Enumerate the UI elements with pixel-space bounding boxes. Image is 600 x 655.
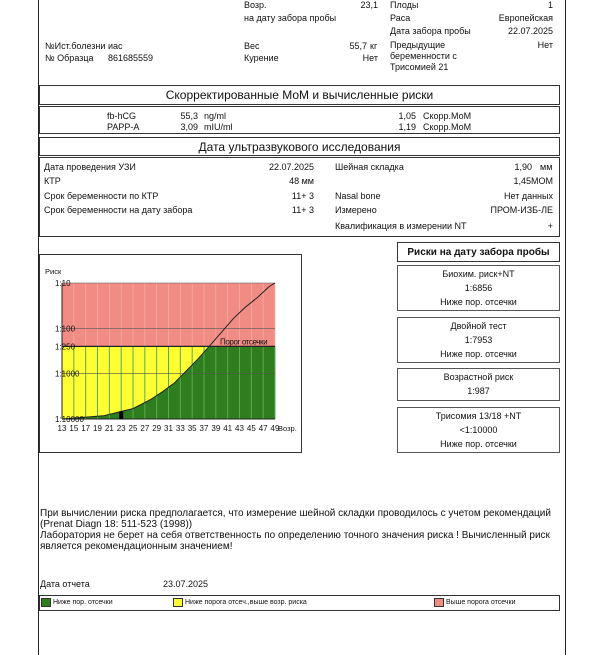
mom-row-value: 3,09 [180,122,198,132]
nasal-value: Нет данных [504,191,553,201]
x-tick-label: 19 [93,424,102,433]
x-tick-label: 41 [223,424,233,433]
race-label: Раса [390,13,411,23]
mom-row-mom-label: Скорр.МоМ [423,122,472,132]
risk-card-value: 1:7953 [464,335,493,345]
x-tick-label: 33 [175,424,185,433]
smoking-label: Курение [244,53,279,63]
y-tick-label: 1:10 [55,279,71,288]
mom-row-value: 55,3 [180,111,198,121]
qual-value: + [547,221,553,231]
nt-mom: 1,45МОМ [513,176,553,186]
age-sub-label: на дату забора пробы [244,13,337,23]
risk-card-note: Ниже пор. отсечки [440,297,517,307]
x-tick-label: 31 [164,424,173,433]
previous-value: Нет [537,40,553,50]
x-tick-label: 23 [116,424,126,433]
ga-sample-label: Срок беременности на дату забора [44,205,193,215]
risk-card-double [397,317,560,363]
x-tick-label: 47 [258,424,268,433]
ga-ktr-value: 11+ 3 [291,191,314,201]
history-value: иас [108,41,123,51]
x-tick-label: 13 [57,424,67,433]
report-date-label: Дата отчета [40,579,90,589]
x-tick-label: 37 [199,424,209,433]
cutoff-label: Порог отсечки [220,337,268,347]
risks-header-box [397,242,560,262]
mom-row-unit: ng/ml [204,111,227,121]
y-tick-label: 1:10000 [55,415,84,424]
us-date-label: Дата проведения УЗИ [44,162,136,172]
mom-row-mom: 1,19 [398,122,416,132]
mom-section-title: Скорректированные МоМ и вычисленные риски [39,85,560,105]
footer-line-3: Лаборатория не берет на себя ответственность по определению точного значения риска ! Вычисленный риск [40,530,550,541]
risk-card-title: Двойной тест [450,321,507,331]
risk-card-title: Биохим. риск+NT [442,269,515,279]
x-tick-label: 39 [211,424,221,433]
y-tick-label: 1:1000 [55,369,80,379]
risk-card-trisomy [397,407,560,453]
mom-row-unit: mIU/ml [204,122,233,132]
mom-row-mom-label: Скорр.МоМ [423,111,472,121]
y-tick-label: 1:250 [55,342,76,352]
x-tick-label: 27 [140,424,150,433]
weight-label: Вес [244,41,260,51]
legend-label: Выше порога отсечки [446,599,516,606]
us-date-value: 22.07.2025 [268,162,314,172]
weight-value: 55,7 [349,41,367,51]
sample-label: № Образца [45,53,94,63]
risk-chart [40,255,301,452]
previous-label-3: Трисомией 21 [390,62,449,72]
smoking-value: Нет [362,53,378,63]
risk-card-title: Возрастной риск [443,372,514,382]
measured-value: ПРОМ-ИЗБ-ЛЕ [490,205,553,215]
ga-sample-value: 11+ 3 [291,205,314,215]
fetus-value: 1 [547,0,553,10]
legend-label: Ниже порога отсеч.,выше возр. риска [185,599,307,606]
x-tick-label: 29 [152,424,162,433]
x-tick-label: 45 [246,424,256,433]
risk-card-title: Трисомия 13/18 +NT [435,411,522,421]
risk-chart-frame [39,254,302,453]
x-tick-label: 43 [235,424,244,433]
x-tick-label: 17 [81,424,91,433]
history-label: №Ист.болезни [45,41,106,51]
nt-unit: мм [540,162,553,172]
qual-label: Квалификация в измерении NT [335,221,467,231]
fetus-label: Плоды [390,0,419,10]
sample-date-label: Дата забора пробы [390,26,471,36]
right-border [565,0,566,655]
legend-swatch [41,598,51,607]
report-date-value: 23.07.2025 [163,579,209,589]
legend-swatch [173,598,183,607]
measured-label: Измерено [335,205,377,215]
risk-card-value: 1:987 [467,386,490,396]
age-value: 23,1 [360,0,378,10]
x-tick-label: 49 [270,424,280,433]
mom-row-name: fb-hCG [107,111,137,121]
risk-card-biochem [397,265,560,311]
previous-label-2: беременности с [390,51,457,61]
risk-card-note: Ниже пор. отсечки [440,439,517,449]
patient-risk-marker [119,412,123,419]
ga-ktr-label: Срок беременности по КТР [44,191,159,201]
x-tick-label: 21 [104,424,114,433]
x-tick-label: 15 [69,424,79,433]
x-tick-label: 25 [128,424,138,433]
ktr-value: 48 мм [289,176,314,186]
risk-card-age [397,368,560,401]
previous-label-1: Предыдущие [390,40,446,50]
legend-item-red [434,598,516,607]
legend-swatch [434,598,444,607]
y-axis-label: Риск [45,267,62,276]
risks-header: Риски на дату забора пробы [407,246,550,258]
age-label: Возр. [244,0,267,10]
mom-row-name: PAPP-A [107,122,140,132]
nt-label: Шейная складка [335,162,404,172]
nt-value: 1,90 [514,162,532,172]
legend [39,595,560,611]
sample-value: 861685559 [108,53,154,63]
mom-row-mom: 1,05 [398,111,416,121]
risk-card-note: Ниже пор. отсечки [440,349,517,359]
weight-unit: кг [370,41,378,51]
ktr-label: КТР [44,176,61,186]
legend-label: Ниже пор. отсечки [53,599,113,606]
footer-line-2: (Prenat Diagn 18: 511-523 (1998)) [40,519,193,530]
risk-card-value: 1:6856 [464,283,493,293]
sample-date-value: 22.07.2025 [507,26,553,36]
footer-line-1: При вычислении риска предполагается, что измерение шейной складки проводилось с учетом рекомендаций [40,508,551,519]
legend-item-yellow [173,598,307,607]
x-axis-label: Возр. [278,424,297,433]
x-tick-label: 35 [187,424,197,433]
y-tick-label: 1:100 [55,324,76,334]
risk-card-value: <1:10000 [459,425,498,435]
nasal-label: Nasal bone [335,191,381,201]
footer-line-4: является рекомендационным значением! [40,541,233,552]
legend-item-green [41,598,113,607]
race-value: Европейская [498,13,553,23]
ultrasound-title: Дата ультразвукового исследования [39,137,560,156]
